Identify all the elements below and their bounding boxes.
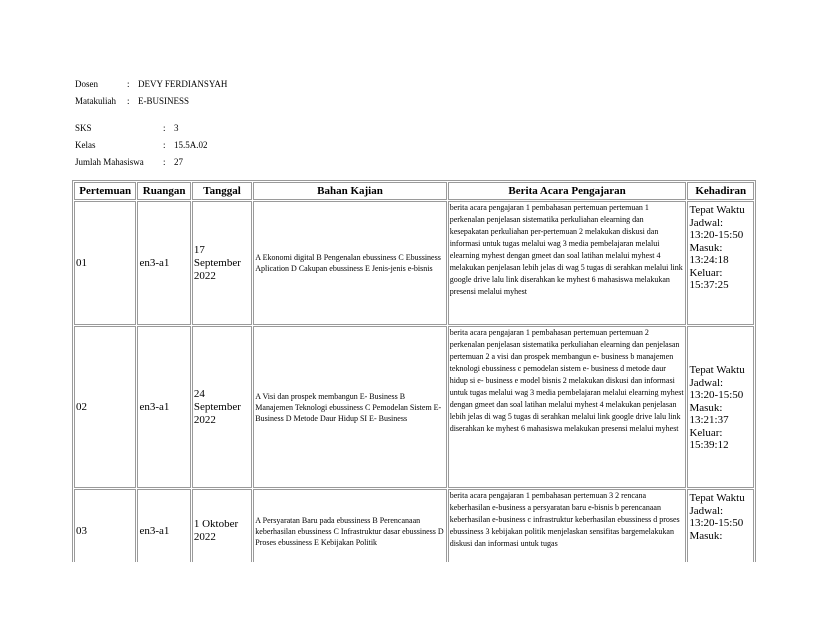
cell-bahan-kajian: A Ekonomi digital B Pengenalan ebussiness C Ebussiness Aplication D Cakupan ebussiness E Jenis-jenis e-bisnis: [253, 201, 446, 325]
table-row: [74, 489, 754, 562]
cell-pertemuan: 03: [74, 489, 136, 562]
cell-tanggal: 17 September 2022: [192, 201, 252, 325]
dosen-label: Dosen: [75, 79, 98, 89]
separator: :: [163, 123, 166, 133]
cell-tanggal: 24 September 2022: [192, 326, 252, 488]
kelas-label: Kelas: [75, 140, 96, 150]
cell-ruangan: en3-a1: [137, 201, 190, 325]
matakuliah-row: [75, 93, 227, 110]
jumlah-label: Jumlah Mahasiswa: [75, 157, 144, 167]
attendance-table-wrapper: [72, 180, 756, 562]
separator: :: [163, 140, 166, 150]
jumlah-value: 27: [174, 157, 183, 167]
cell-kehadiran: Tepat Waktu Jadwal: 13:20-15:50 Masuk: 13:24:18 Keluar: 15:37:25: [687, 201, 754, 325]
cell-berita-acara: berita acara pengajaran 1 pembahasan pertemuan 3 2 rencana keberhasilan e-business a persyaratan baru e-bisnis b perencanaan keberhasilan e-business c infrastruktur keberhasilan ebussiness d proses ebussiness 3 kebijakan politik menjelaskan sensifitas bargemelakukan diskusi dan informasi untuk tugas: [448, 489, 687, 562]
cell-pertemuan: 02: [74, 326, 136, 488]
col-berita-acara: Berita Acara Pengajaran: [448, 182, 687, 200]
cell-kehadiran: Tepat Waktu Jadwal: 13:20-15:50 Masuk: 13:21:37 Keluar: 15:39:12: [687, 326, 754, 488]
cell-berita-acara: berita acara pengajaran 1 pembahasan pertemuan pertemuan 2 perkenalan penjelasan sistematika perkuliahan elearning dan penjelasan pertemuan 2 a visi dan prospek membangun e- business b manajemen teknologi ebussiness c pemodelan sistem e- business d metode daur hidup si e- business e model bisnis 2 melakukan diskusi dan informasi untuk tugas melalui wag 3 media pembelajaran melalui elearning myhest dengan gmeet dan soal latihan melalui myhest 4 melakukan penjelasan lebih jelas di wag 5 tugas di serahkan melalui link google drive lalu link diserahkan ke myhest 6 mahasiswa melakukan presensi melalui myhest: [448, 326, 687, 488]
cell-tanggal: 1 Oktober 2022: [192, 489, 252, 562]
separator: :: [127, 79, 130, 89]
kelas-row: [75, 137, 208, 154]
kelas-value: 15.5A.02: [174, 140, 208, 150]
separator: :: [127, 96, 130, 106]
cell-ruangan: en3-a1: [137, 489, 190, 562]
col-tanggal: Tanggal: [192, 182, 252, 200]
sks-label: SKS: [75, 123, 92, 133]
sks-row: [75, 120, 208, 137]
sks-value: 3: [174, 123, 179, 133]
col-bahan-kajian: Bahan Kajian: [253, 182, 446, 200]
col-ruangan: Ruangan: [137, 182, 190, 200]
attendance-table: [72, 180, 756, 562]
separator: :: [163, 157, 166, 167]
cell-pertemuan: 01: [74, 201, 136, 325]
cell-bahan-kajian: A Persyaratan Baru pada ebussiness B Perencanaan keberhasilan ebussiness C Infrastruktur dasar ebussiness D Proses ebussiness E Kebijakan Politik: [253, 489, 446, 562]
cell-bahan-kajian: A Visi dan prospek membangun E- Business B Manajemen Teknologi ebussiness C Pemodelan Sistem E- Business D Metode Daur Hidup SI E- Business: [253, 326, 446, 488]
cell-kehadiran: Tepat Waktu Jadwal: 13:20-15:50 Masuk:: [687, 489, 754, 562]
jumlah-row: [75, 154, 208, 171]
matakuliah-value: E-BUSINESS: [138, 96, 190, 106]
dosen-value: DEVY FERDIANSYAH: [138, 79, 228, 89]
table-row: [74, 326, 754, 488]
dosen-row: [75, 76, 227, 93]
cell-berita-acara: berita acara pengajaran 1 pembahasan pertemuan pertemuan 1 perkenalan penjelasan sistematika perkuliahan elearning dan kesepakatan perkuliahan per-pertemuan 2 melakukan diskusi dan informasi untuk tugas melalui wag 3 media pembelajaran melalui elearning myhest dengan gmeet dan soal latihan melalui myhest 4 melakukan penjelasan lebih jelas di wag 5 tugas di serahkan melalui link google drive lalu link diserahkan ke myhest 6 mahasiswa melakukan presensi melalui myhest: [448, 201, 687, 325]
class-info: [75, 120, 208, 171]
course-info: [75, 76, 227, 110]
cell-ruangan: en3-a1: [137, 326, 190, 488]
col-kehadiran: Kehadiran: [687, 182, 754, 200]
matakuliah-label: Matakuliah: [75, 96, 116, 106]
table-header-row: [74, 182, 754, 200]
table-row: [74, 201, 754, 325]
col-pertemuan: Pertemuan: [74, 182, 136, 200]
